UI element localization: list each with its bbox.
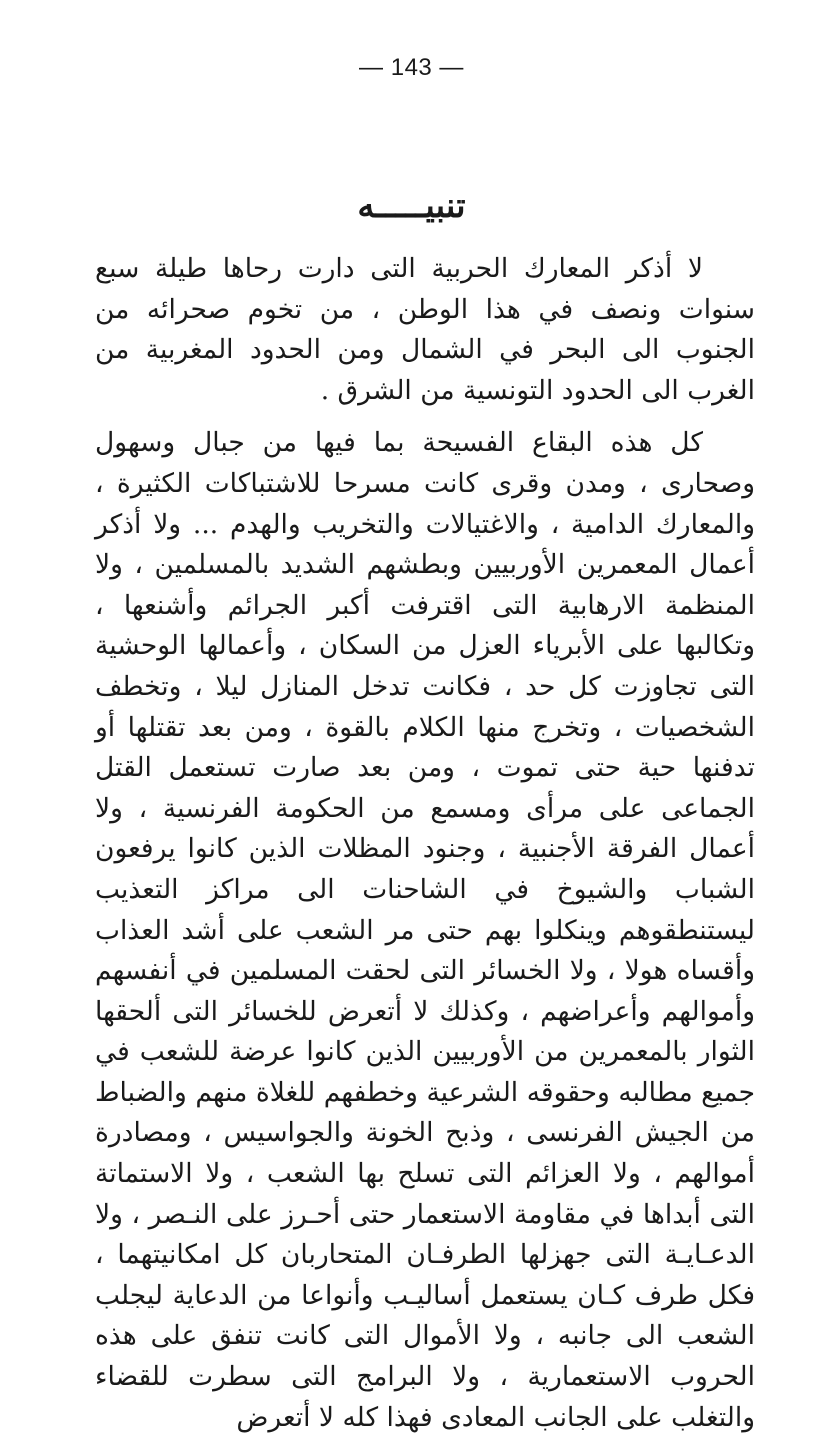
paragraph: لا أذكر المعارك الحربية التى دارت رحاها طيلة سبع سنوات ونصف في هذا الوطن ، من تخوم صحرائه من الجنوب الى البحر في الشمال ومن الحدود المغربية من الغرب الى الحدود التونسية من الشرق . [95,253,755,406]
paragraph: كل هذه البقاع الفسيحة بما فيها من جبال وسهول وصحارى ، ومدن وقرى كانت مسرحا للاشتباكات الكثيرة ، والمعارك الدامية ، والاغتيالات والتخريب والهدم ... ولا أذكر أعمال المعمرين الأوربيين وبطشهم الشديد بالمسلمين ، ولا المنظمة الارهابية التى اقترفت أكبر الجرائم وأشنعها ، وتكالبها على الأبرياء العزل من السكان ، وأعمالها الوحشية التى تجاوزت كل حد ، فكانت تدخل المنازل ليلا ، وتخطف الشخصيات ، وتخرج منها الكلام بالقوة ، ومن بعد تقتلها أو تدفنها حية حتى تموت ، ومن بعد صارت تستعمل القتل الجماعى على مرأى ومسمع من الحكومة الفرنسية ، ولا أعمال الفرقة الأجنبية ، وجنود المظلات الذين كانوا يرفعون الشباب والشيوخ في الشاحنات الى مراكز التعذيب ليستنطقوهم وينكلوا بهم حتى مر الشعب على أشد العذاب وأقساه هولا ، ولا الخسائر التى لحقت المسلمين في أنفسهم وأموالهم وأعراضهم ، وكذلك لا أتعرض للخسائر التى ألحقها الثوار بالمعمرين من الأوربيين الذين كانوا عرضة للشعب في جميع مطالبه وحقوقه الشرعية وخطفهم للغلاة منهم والضباط من الجيش الفرنسى ، وذبح الخونة والجواسيس ، ومصادرة أموالهم ، ولا العزائم التى تسلح بها الشعب ، ولا الاستماتة التى أبداها في مقاومة الاستعمار حتى أحـرز على النـصر ، ولا الدعـايـة التى جهزلها الطرفـان المتحاربان كل امكانيتهما ، فكل طرف كـان يستعمل أساليـب وأنواعا من الدعاية ليجلب الشعب الى جانبه ، ولا الأموال التى كانت تنفق على هذه الحروب الاستعمارية ، ولا البرامج التى سطرت للقضاء والتغلب على الجانب المعادى فهذا كله لا أتعرض [95,427,755,1433]
section-heading: تنبيـــــه [357,186,466,226]
paragraph-spacer [95,411,755,423]
page-number: — 143 — [359,54,464,81]
body-text [95,249,755,1438]
